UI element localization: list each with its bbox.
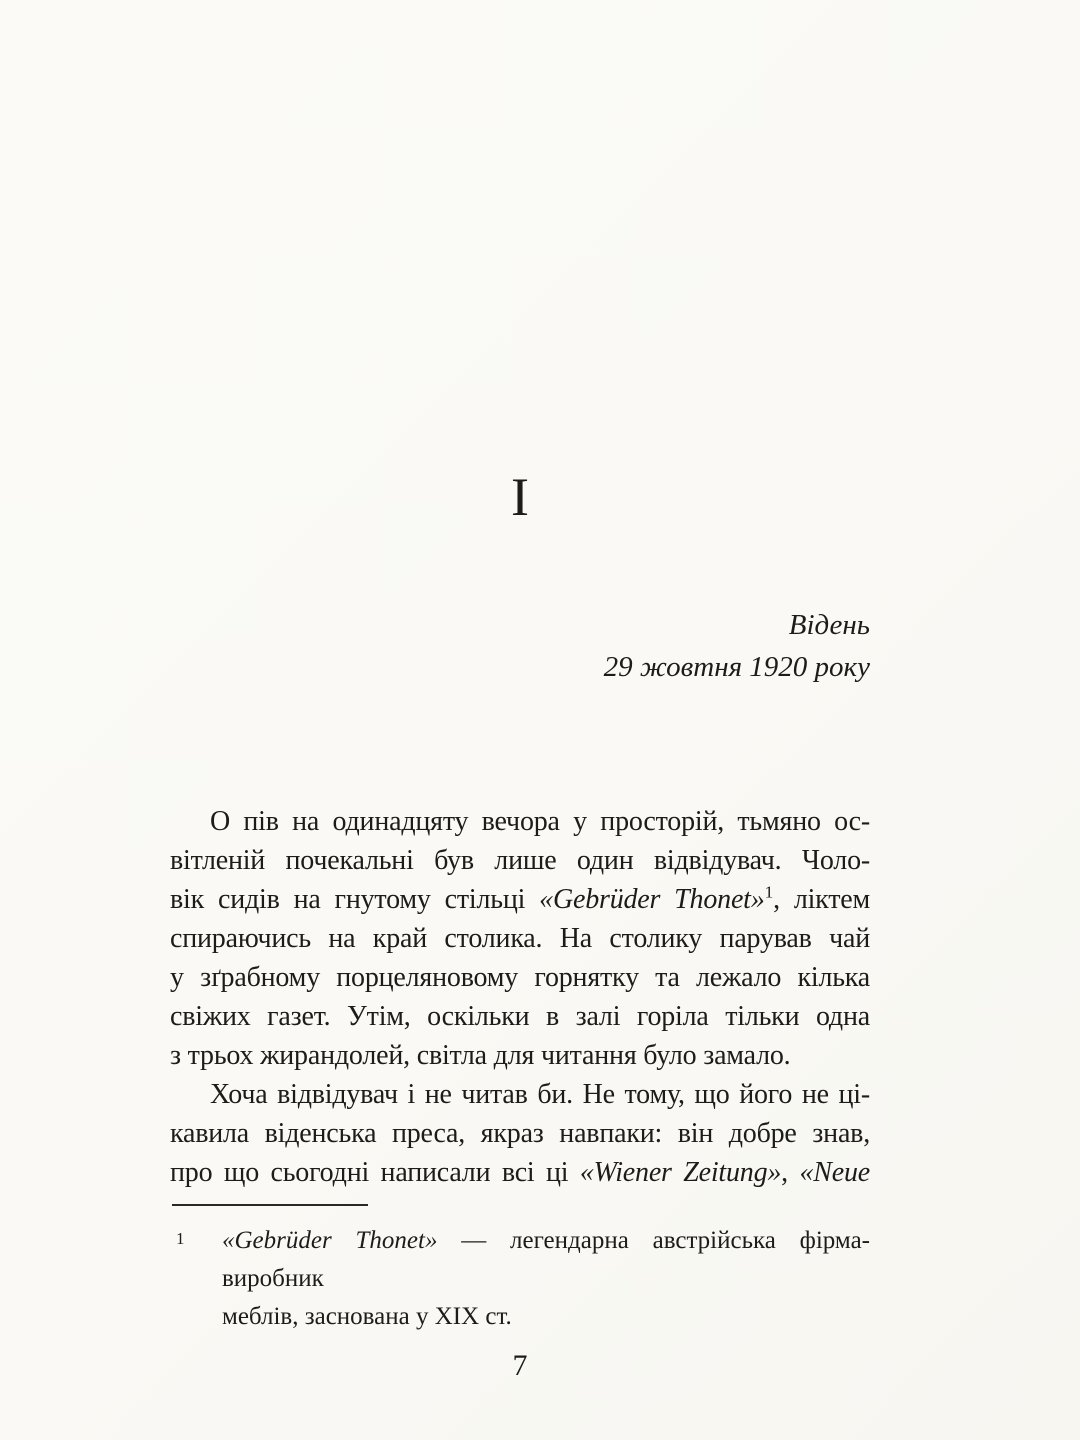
footnote-text: [222, 1222, 870, 1336]
page-number: 7: [512, 1349, 528, 1382]
footnote-marker: 1: [176, 1229, 185, 1248]
text-line: [170, 1114, 870, 1153]
text-line: [170, 1036, 870, 1075]
text-segment: про що сьогодні написали всі ці: [170, 1157, 580, 1188]
text-segment: , ліктем: [773, 884, 870, 915]
text-segment: з трьох жирандолей, світла для читання було замало.: [170, 1040, 791, 1071]
text-line: [170, 997, 870, 1036]
text-segment: — легендарна австрійська фірма-виробник: [222, 1227, 870, 1292]
text-segment: «Neue: [799, 1157, 870, 1188]
text-line: [170, 880, 870, 919]
text-line: [170, 958, 870, 997]
text-segment: спираючись на край столика. На столику парував чай: [170, 923, 870, 954]
footnote-reference: 1: [764, 882, 774, 902]
footnote: [170, 1222, 870, 1336]
text-line: [170, 841, 870, 880]
text-line: [222, 1298, 870, 1336]
dateline-place: Відень: [788, 609, 870, 641]
text-segment: «Gebrüder Thonet»: [222, 1227, 438, 1254]
text-line: [170, 919, 870, 958]
text-line: [170, 1075, 870, 1114]
text-line: [170, 1153, 870, 1192]
text-segment: ,: [781, 1157, 800, 1188]
text-segment: меблів, заснована у XIX ст.: [222, 1303, 512, 1330]
dateline: [170, 604, 870, 688]
text-segment: у зґрабному порцеляновому горнятку та лежало кілька: [170, 962, 870, 993]
footnote-rule: [172, 1204, 368, 1206]
text-line: [170, 802, 870, 841]
text-segment: вік сидів на гнутому стільці: [170, 884, 540, 915]
text-segment: «Gebrüder Thonet»: [539, 884, 765, 915]
dateline-date: 29 жовтня 1920 року: [603, 651, 870, 683]
text-segment: О пів на одинадцяту вечора у просторій, тьмяно ос-: [210, 806, 870, 837]
body-text: [170, 802, 870, 1192]
text-segment: свіжих газет. Утім, оскільки в залі горіла тільки одна: [170, 1001, 870, 1032]
text-segment: «Wiener Zeitung»: [579, 1157, 782, 1188]
text-segment: Хоча відвідувач і не читав би. Не тому, що його не ці-: [210, 1079, 870, 1110]
text-segment: вітленій почекальні був лише один відвідувач. Чоло-: [170, 845, 870, 876]
text-line: [222, 1222, 870, 1298]
text-segment: кавила віденська преса, якраз навпаки: він добре знав,: [170, 1118, 870, 1149]
chapter-heading: I: [511, 467, 529, 527]
